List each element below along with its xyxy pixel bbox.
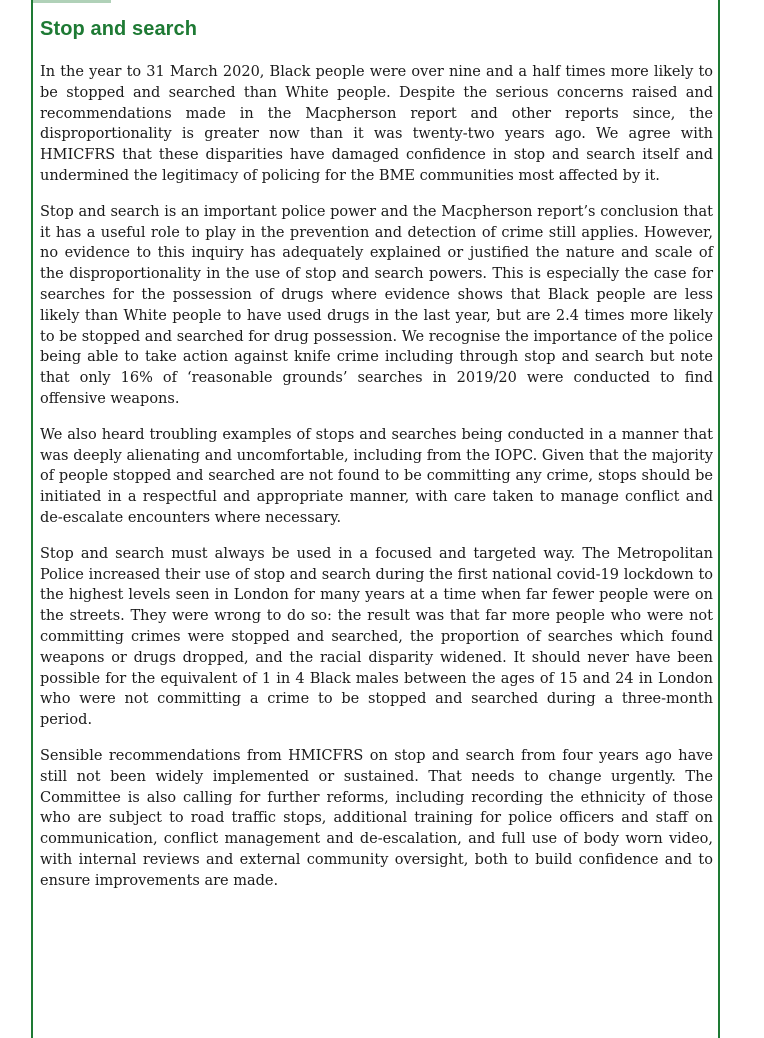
- paragraph-2: Stop and search is an important police power and the Macpherson report’s conclusion that it has a useful role to play in the prevention and detection of crime still applies. However, no evidence to this inquiry has adequately explained or justified the nature and scale of the disproportionality in the use of stop and search powers. This is especially the case for searches for the possession of drugs where evidence shows that Black people are less likely than White people to have used drugs in the last year, but are 2.4 times more likely to be stopped and searched for drug possession. We recognise the importance of the police being able to take action against knife crime including through stop and search but note that only 16% of ‘reasonable grounds’ searches in 2019/20 were conducted to find offensive weapons.: [40, 203, 713, 407]
- section-heading: Stop and search: [40, 18, 198, 40]
- section-body: [40, 62, 713, 906]
- paragraph-4: Stop and search must always be used in a focused and targeted way. The Metropolitan Police increased their use of stop and search during the first national covid-19 lockdown to the highest levels seen in London for many years at a time when far fewer people were on the streets. They were wrong to do so: the result was that far more people who were not committing crimes were stopped and searched, the proportion of searches which found weapons or drugs dropped, and the racial disparity widened. It should never have been possible for the equivalent of 1 in 4 Black males between the ages of 15 and 24 in London who were not committing a crime to be stopped and searched during a three-month period.: [40, 545, 713, 729]
- paragraph-1: In the year to 31 March 2020, Black people were over nine and a half times more likely to be stopped and searched than White people. Despite the serious concerns raised and recommendations made in the Macpherson report and other reports since, the disproportionality is greater now than it was twenty-two years ago. We agree with HMICFRS that these disparities have damaged confidence in stop and search itself and undermined the legitimacy of policing for the BME communities most affected by it.: [40, 64, 713, 184]
- paragraph-5: Sensible recommendations from HMICFRS on stop and search from four years ago have still not been widely implemented or sustained. That needs to change urgently. The Committee is also calling for further reforms, including recording the ethnicity of those who are subject to road traffic stops, additional training for police officers and staff on communication, conflict management and de-escalation, and full use of body worn video, with internal reviews and external community oversight, both to build confidence and to ensure improvements are made.: [40, 747, 713, 889]
- paragraph-3: We also heard troubling examples of stops and searches being conducted in a manner that was deeply alienating and uncomfortable, including from the IOPC. Given that the majority of people stopped and searched are not found to be committing any crime, stops should be initiated in a respectful and appropriate manner, with care taken to manage conflict and de-escalate encounters where necessary.: [40, 426, 713, 526]
